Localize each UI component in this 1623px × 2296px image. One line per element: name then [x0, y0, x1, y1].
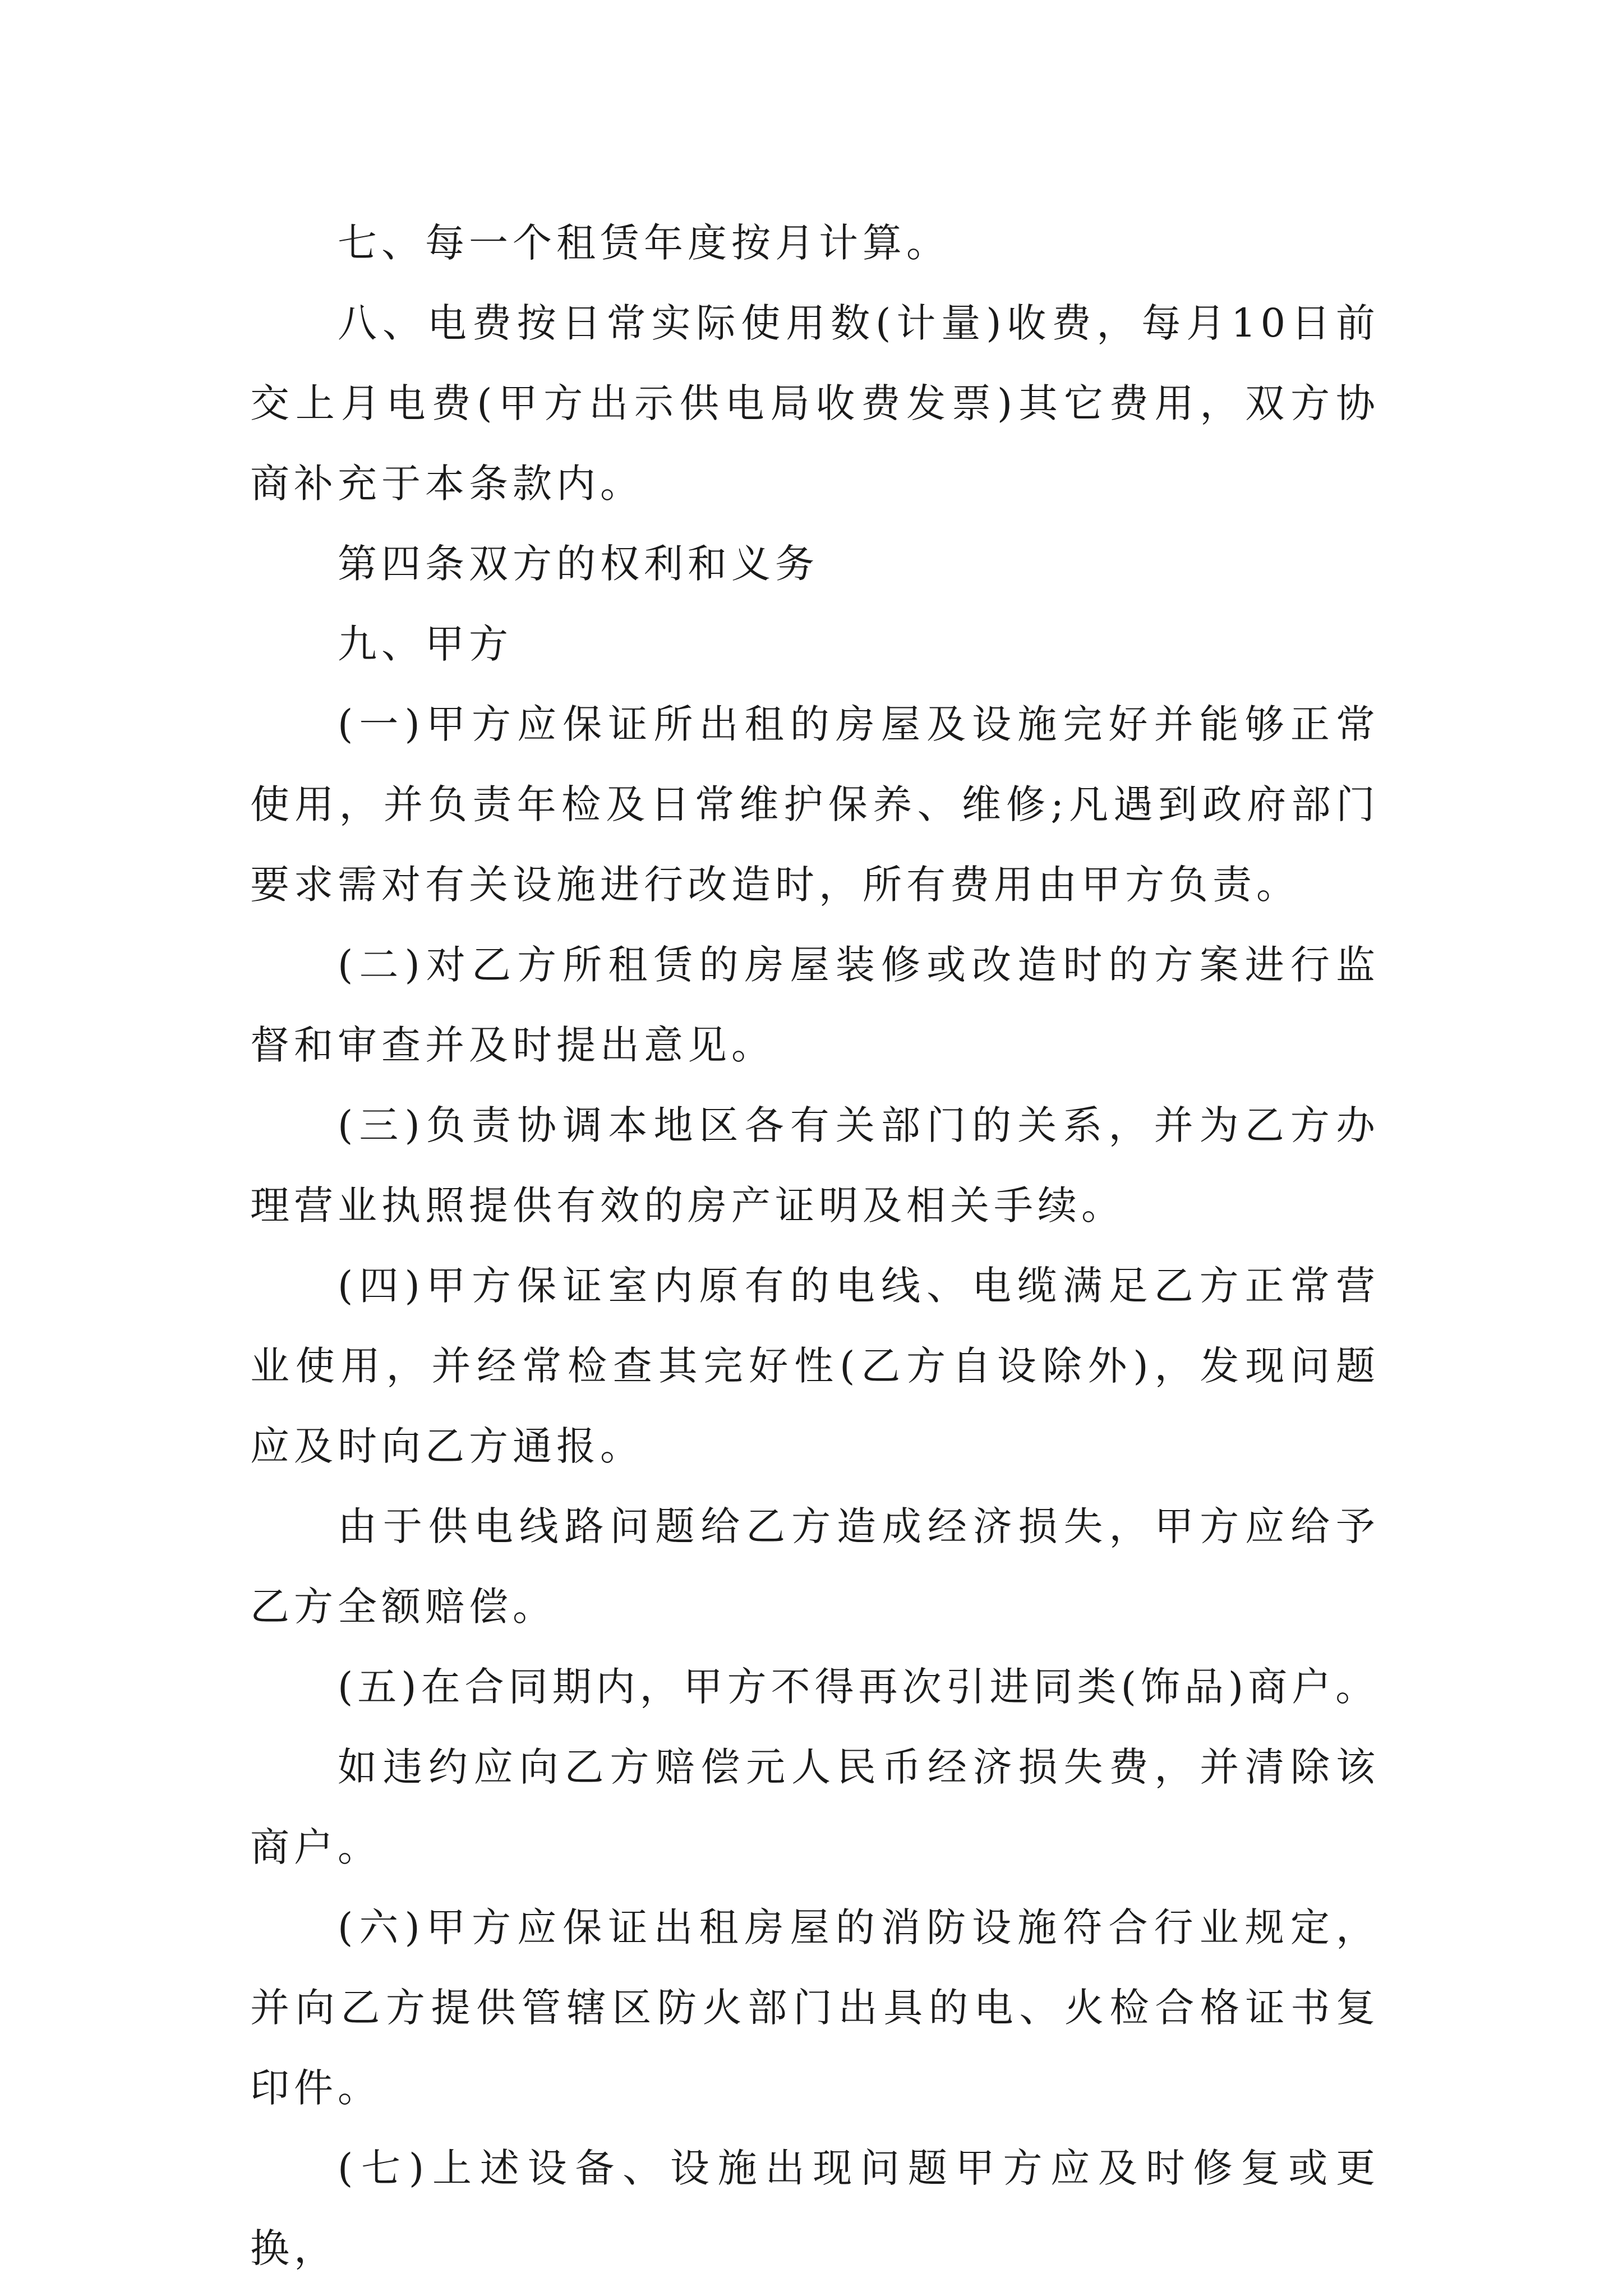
- paragraph-compensation: 由于供电线路问题给乙方造成经济损失，甲方应给予乙方全额赔偿。: [250, 1503, 1380, 1630]
- paragraph-clause-3: (三)负责协调本地区各有关部门的关系，并为乙方办理营业执照提供有效的房产证明及相关手续。: [250, 1102, 1380, 1228]
- document-body: [250, 203, 1380, 2289]
- paragraph-breach: 如违约应向乙方赔偿元人民币经济损失费，并清除该商户。: [250, 1744, 1380, 1870]
- paragraph-clause-4: (四)甲方保证室内原有的电线、电缆满足乙方正常营业使用，并经常检查其完好性(乙方自设除外)，发现问题应及时向乙方通报。: [250, 1263, 1380, 1469]
- paragraph-item-9-party-a: 九、甲方: [338, 621, 513, 667]
- paragraph-clause-2: (二)对乙方所租赁的房屋装修或改造时的方案进行监督和审查并及时提出意见。: [250, 942, 1380, 1068]
- paragraph-item-8-electricity: 八、电费按日常实际使用数(计量)收费，每月10日前交上月电费(甲方出示供电局收费发票)其它费用，双方协商补充于本条款内。: [250, 300, 1380, 507]
- paragraph-item-7-lease-year: 七、每一个租赁年度按月计算。: [338, 220, 950, 266]
- paragraph-clause-7: (七)上述设备、设施出现问题甲方应及时修复或更换，: [250, 2145, 1380, 2271]
- paragraph-clause-1: (一)甲方应保证所出租的房屋及设施完好并能够正常使用，并负责年检及日常维护保养、维修;凡遇到政府部门要求需对有关设施进行改造时，所有费用由甲方负责。: [250, 701, 1380, 908]
- paragraph-clause-5: (五)在合同期内，甲方不得再次引进同类(饰品)商户。: [338, 1664, 1380, 1710]
- section-heading-article-4: 第四条双方的权利和义务: [338, 541, 819, 587]
- paragraph-clause-6: (六)甲方应保证出租房屋的消防设施符合行业规定，并向乙方提供管辖区防火部门出具的电、火检合格证书复印件。: [250, 1904, 1380, 2111]
